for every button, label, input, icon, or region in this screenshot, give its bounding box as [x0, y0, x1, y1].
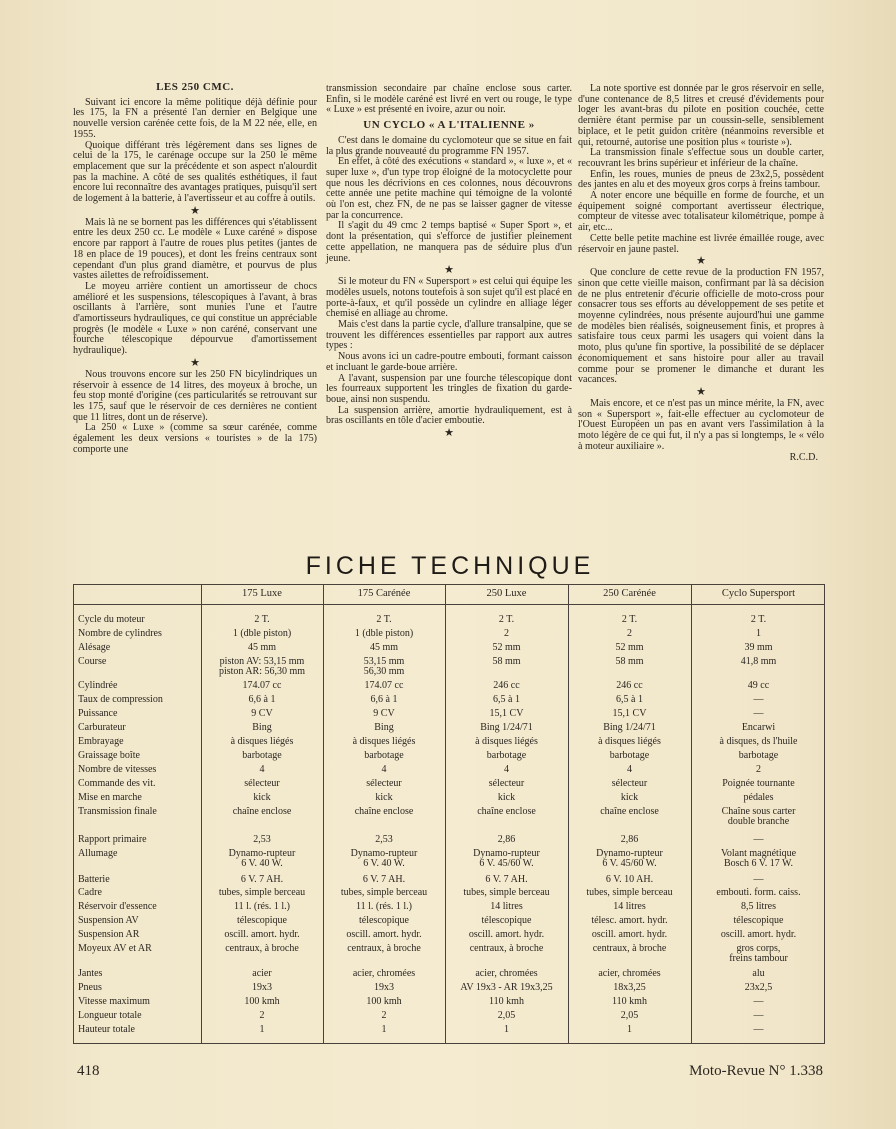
table-cell: barbotage: [609, 750, 650, 761]
table-cell: centraux, à broche: [225, 943, 299, 954]
table-cell: 15,1 CV: [489, 708, 524, 719]
table-cell: télescopique: [481, 915, 532, 926]
paragraph: La transmission finale s'effectue sous un double carter, recouvrant les brins supérieur et inférieur de la chaîne.: [578, 147, 824, 169]
row-label: Cylindrée: [78, 680, 118, 691]
table-cell: 41,8 mm: [740, 656, 777, 667]
star-separator: ★: [444, 427, 454, 440]
table-cell: 4: [627, 764, 632, 775]
table-cell: AV 19x3 - AR 19x3,25: [460, 982, 553, 993]
column-header: Cyclo Supersport: [721, 588, 796, 599]
table-cell: 246 cc: [616, 680, 643, 691]
table-cell: 2,53: [253, 834, 271, 845]
table-cell: télescopique: [733, 915, 784, 926]
table-cell: 2 T.: [254, 614, 270, 625]
table-cell: 1: [627, 1024, 632, 1035]
paragraph: Mais encore, et ce n'est pas un mince mérite, la FN, avec son « Supersport », fait-elle effectuer au cyclomoteur de l'Ouest Européen un pas en avant vers l'assimilation à la moto légère de ce qui fut, il n'y a pas si longtemps, le « vélo à moteur auxiliaire ».: [578, 397, 824, 452]
spec-table: [73, 584, 825, 1044]
star-separator: ★: [444, 264, 454, 277]
table-cell: 110 kmh: [489, 996, 524, 1007]
table-cell: 52 mm: [615, 642, 644, 653]
table-cell: Dynamo-rupteur 6 V. 40 W.: [350, 848, 418, 869]
table-cell: 8,5 litres: [741, 901, 776, 912]
table-cell: 2: [756, 764, 761, 775]
table-cell: 6,6 à 1: [248, 694, 276, 705]
table-cell: sélecteur: [366, 778, 402, 789]
table-cell: acier, chromées: [598, 968, 661, 979]
table-cell: oscill. amort. hydr.: [468, 929, 545, 940]
paragraph: Suivant ici encore la même politique déjà définie pour les 175, la FN a présenté l'an dernier en Belgique une nouvelle version carénée cette fois, de la M 22 née, elle, en 1955.: [73, 96, 317, 140]
paragraph: La 250 « Luxe » (comme sa sœur carénée, comme également les deux versions « touristes » de la 175) comporte une: [73, 422, 317, 455]
table-cell: —: [753, 996, 764, 1007]
table-cell: Bing 1/24/71: [480, 722, 533, 733]
paragraph: A noter encore une béquille en forme de fourche, et un équipement soigné comportant avertisseur électrique, compteur de vitesse avec totalisateur kilométrique, pompe à air, etc...: [578, 190, 824, 234]
paragraph: Que conclure de cette revue de la production FN 1957, sinon que cette vieille maison, confirmant par là sa décision de ne plus entretenir d'écurie officielle de moto-cross pour consacrer tous ses efforts au développement de ses petite et moyenne cylindrées, nous présente aujourd'hui une gamme de modèles bien réalisés, soigneusement finis, et propres à satisfaire tous ceux parmi les usagers qui voient dans la moto, plus qu'une fin sportive, la possibilité de se déplacer économiquement et sans histoire pour aller au travail comme pour se promener le dimanche et durant les vacances.: [578, 267, 824, 386]
table-cell: acier: [252, 968, 272, 979]
table-cell: sélecteur: [488, 778, 525, 789]
table-cell: 15,1 CV: [612, 708, 647, 719]
table-cell: oscill. amort. hydr.: [346, 929, 422, 940]
row-label: Allumage: [78, 848, 118, 859]
table-cell: 52 mm: [492, 642, 521, 653]
row-label: Rapport primaire: [78, 834, 147, 845]
table-cell: —: [753, 834, 764, 845]
table-cell: barbotage: [738, 750, 779, 761]
column-header: 175 Carénée: [357, 588, 411, 599]
article-column-3: [578, 84, 824, 463]
table-cell: —: [753, 874, 764, 885]
row-label: Pneus: [78, 982, 102, 993]
table-cell: 6 V. 7 AH.: [240, 874, 284, 885]
row-label: Transmission finale: [78, 806, 157, 817]
table-cell: 246 cc: [493, 680, 520, 691]
row-label: Vitesse maximum: [78, 996, 150, 1007]
article-column-2: [326, 84, 572, 440]
table-cell: 6,6 à 1: [370, 694, 398, 705]
table-cell: 2 T.: [376, 614, 392, 625]
table-cell: 110 kmh: [612, 996, 647, 1007]
table-cell: 23x2,5: [744, 982, 773, 993]
table-cell: centraux, à broche: [469, 943, 544, 954]
table-cell: 6,5 à 1: [616, 694, 643, 705]
row-label: Cadre: [78, 887, 102, 898]
column-header: 175 Luxe: [242, 588, 282, 599]
paragraph: En effet, à côté des exécutions « standard », « luxe », et « super luxe », d'un type trop éloigné de la motocyclette pour que nous les décrivions en ces colonnes, nous découvrons cette année une petite machine qui témoigne de la volonté où l'on est, chez FN, de ne pas se laisser gagner de vitesse par la concurrence.: [326, 156, 572, 221]
column-header: 250 Carénée: [603, 588, 656, 599]
table-cell: télescopique: [237, 915, 287, 926]
star-separator: ★: [190, 356, 200, 369]
table-cell: 11 l. (rés. 1 l.): [233, 901, 290, 912]
table-cell: à disques liégés: [352, 736, 416, 747]
table-cell: télesc. amort. hydr.: [591, 915, 668, 926]
table-cell: 2: [259, 1010, 265, 1021]
row-label: Taux de compression: [78, 694, 163, 705]
table-cell: à disques liégés: [230, 736, 294, 747]
table-cell: kick: [620, 792, 639, 803]
table-cell: 2 T.: [498, 614, 515, 625]
column-header: 250 Luxe: [486, 588, 527, 599]
header-divider: [74, 604, 824, 605]
table-cell: sélecteur: [244, 778, 280, 789]
table-cell: 58 mm: [492, 656, 521, 667]
paragraph: La suspension arrière, amortie hydrauliquement, est à bras oscillants en tôle d'acier emboutie.: [326, 404, 572, 427]
table-cell: 1: [504, 1024, 509, 1035]
row-label: Course: [78, 656, 107, 667]
table-cell: —: [753, 694, 764, 705]
table-cell: 174.07 cc: [364, 680, 404, 691]
table-cell: Volant magnétique Bosch 6 V. 17 W.: [720, 848, 797, 869]
table-cell: alu: [752, 968, 765, 979]
table-cell: acier, chromées: [475, 968, 538, 979]
table-cell: 2,05: [620, 1010, 639, 1021]
paragraph: Enfin, les roues, munies de pneus de 23x2,5, possèdent des jantes en alu et des moyeux gros corps à freins tambour.: [578, 168, 824, 191]
table-cell: 14 litres: [490, 901, 523, 912]
table-cell: chaîne enclose: [354, 806, 414, 817]
row-label: Hauteur totale: [78, 1024, 135, 1035]
row-label: Alésage: [78, 642, 111, 653]
table-cell: 58 mm: [615, 656, 644, 667]
magazine-issue: Moto-Revue N° 1.338: [689, 1063, 823, 1079]
table-cell: chaîne enclose: [477, 806, 536, 817]
row-label: Embrayage: [78, 736, 124, 747]
table-cell: Chaîne sous carter double branche: [721, 806, 796, 827]
row-label: Jantes: [78, 968, 103, 979]
table-cell: 49 cc: [747, 680, 770, 691]
table-cell: 1: [756, 628, 761, 639]
table-cell: Bing: [374, 722, 394, 733]
fiche-technique-title: FICHE TECHNIQUE: [305, 552, 595, 580]
table-cell: 2 T.: [750, 614, 767, 625]
page-number: 418: [77, 1063, 100, 1079]
row-label: Suspension AV: [78, 915, 139, 926]
table-cell: 19x3: [374, 982, 394, 993]
table-cell: 53,15 mm 56,30 mm: [363, 656, 405, 677]
table-cell: centraux, à broche: [347, 943, 421, 954]
table-cell: à disques liégés: [598, 736, 661, 747]
table-cell: 6,5 à 1: [493, 694, 520, 705]
table-cell: barbotage: [364, 750, 404, 761]
table-cell: gros corps, freins tambour: [729, 943, 788, 964]
table-cell: 9 CV: [373, 708, 395, 719]
row-label: Graissage boîte: [78, 750, 140, 761]
paragraph: Cette belle petite machine est livrée émaillée rouge, avec réservoir en jaune pastel.: [578, 232, 824, 255]
paragraph: Le moyeu arrière contient un amortisseur de chocs amélioré et les suspensions, télescopiques à l'avant, à bras oscillants à l'arrière, sont munies l'une et l'autre d'amortisseurs hydrauliques, ce qui constitue un appréciable progrès (le modèle « Luxe » non caréné, conservant une fourche télescopique dépourvue d'amortissement hydraulique).: [73, 280, 317, 357]
table-cell: télescopique: [359, 915, 409, 926]
table-cell: 2,05: [497, 1010, 516, 1021]
table-cell: tubes, simple berceau: [218, 887, 306, 898]
table-cell: Encarwi: [741, 722, 776, 733]
table-cell: 11 l. (rés. 1 l.): [355, 901, 412, 912]
table-cell: 4: [504, 764, 509, 775]
row-label: Puissance: [78, 708, 118, 719]
table-cell: centraux, à broche: [592, 943, 667, 954]
paragraph: Mais c'est dans la partie cycle, d'allure transalpine, que se trouvent les différences essentielles par rapport aux autres types :: [326, 319, 572, 352]
table-cell: —: [753, 708, 764, 719]
table-cell: kick: [375, 792, 393, 803]
author-signature: R.C.D.: [789, 451, 818, 463]
paragraph: transmission secondaire par chaîne enclose sous carter. Enfin, si le modèle caréné est livré en vert ou rouge, le type « Luxe » est présenté en ivoire, azur ou noir.: [326, 83, 572, 116]
paragraph: Si le moteur du FN « Supersport » est celui qui équipe les modèles usuels, notons toutefois à son sujet qu'il est placé en porte-à-faux, et qu'il possède un cylindre en alliage léger chemisé en alliage au chrome.: [326, 276, 572, 320]
table-cell: 2: [627, 628, 632, 639]
table-cell: à disques, ds l'huile: [719, 736, 798, 747]
table-cell: 174.07 cc: [242, 680, 282, 691]
row-label: Commande des vit.: [78, 778, 156, 789]
table-cell: pédales: [743, 792, 774, 803]
star-separator: ★: [696, 385, 706, 398]
paragraph: Mais là ne se bornent pas les différences qui s'établissent entre les deux 250 cc. Le modèle « Luxe caréné » dispose encore par rapport à l'autre de roues plus petites (jantes de 18 en place de 19 pouces), et dont les freins centraux sont cependant d'un plus grand diamètre, et pourvus de plus vastes ailettes de refroidissement.: [73, 216, 317, 282]
table-cell: tubes, simple berceau: [340, 887, 428, 898]
table-cell: 2: [381, 1010, 387, 1021]
table-cell: 39 mm: [744, 642, 773, 653]
table-cell: 100 kmh: [366, 996, 402, 1007]
section-heading-cyclo: UN CYCLO « A L'ITALIENNE »: [363, 119, 535, 132]
table-cell: —: [753, 1024, 764, 1035]
table-cell: 2,86: [620, 834, 639, 845]
table-cell: 1: [381, 1024, 387, 1035]
table-cell: chaîne enclose: [232, 806, 292, 817]
table-cell: 45 mm: [369, 642, 399, 653]
table-cell: 4: [381, 764, 387, 775]
table-cell: kick: [497, 792, 516, 803]
table-cell: 2,53: [375, 834, 393, 845]
table-cell: oscill. amort. hydr.: [720, 929, 797, 940]
table-cell: 1: [259, 1024, 265, 1035]
table-cell: à disques liégés: [475, 736, 538, 747]
table-cell: 14 litres: [613, 901, 646, 912]
table-cell: 45 mm: [247, 642, 277, 653]
table-cell: Dynamo-rupteur 6 V. 40 W.: [228, 848, 296, 869]
table-cell: embouti. form. caiss.: [716, 887, 801, 898]
table-cell: 19x3: [252, 982, 272, 993]
table-cell: 1 (dble piston): [232, 628, 292, 639]
table-cell: Bing: [252, 722, 272, 733]
table-cell: barbotage: [242, 750, 282, 761]
table-cell: —: [753, 1010, 764, 1021]
table-cell: 6 V. 7 AH.: [485, 874, 528, 885]
table-cell: 1 (dble piston): [354, 628, 414, 639]
table-cell: 2 T.: [621, 614, 638, 625]
table-cell: Poignée tournante: [722, 778, 795, 789]
paragraph: Il s'agit du 49 cmc 2 temps baptisé « Super Sport », et dont la présentation, qui s'efforce de justifier pleinement cette appellation, ne manquera pas de séduire plus d'un jeune.: [326, 220, 572, 264]
table-cell: sélecteur: [611, 778, 648, 789]
table-cell: tubes, simple berceau: [586, 887, 673, 898]
row-label: Moyeux AV et AR: [78, 943, 152, 954]
table-cell: 6 V. 10 AH.: [605, 874, 654, 885]
row-label: Batterie: [78, 874, 110, 885]
table-cell: 100 kmh: [244, 996, 280, 1007]
row-label: Carburateur: [78, 722, 126, 733]
table-cell: Dynamo-rupteur 6 V. 45/60 W.: [596, 848, 663, 869]
table-cell: Dynamo-rupteur 6 V. 45/60 W.: [473, 848, 540, 869]
section-heading-250: LES 250 CMC.: [156, 81, 234, 93]
table-cell: 9 CV: [251, 708, 273, 719]
table-cell: 18x3,25: [613, 982, 646, 993]
table-cell: oscill. amort. hydr.: [591, 929, 668, 940]
star-separator: ★: [190, 204, 200, 217]
row-label: Longueur totale: [78, 1010, 142, 1021]
paragraph: Nous trouvons encore sur les 250 FN bicylindriques un réservoir à essence de 14 litres, des moyeux à broche, un feu stop monté d'origine (ces particularités se retrouvant sur les 175, sauf que le réservoir de ces dernières ne contient que 11 litres, dont un de réserve).: [73, 368, 317, 423]
paragraph: C'est dans le domaine du cyclomoteur que se situe en fait la plus grande nouveauté du programme FN 1957.: [326, 134, 572, 157]
table-cell: barbotage: [486, 750, 527, 761]
paragraph: A l'avant, suspension par une fourche télescopique dont les fourreaux supportent les tringles de fixation du garde-boue, ainsi non suspendu.: [326, 372, 572, 405]
table-cell: 2,86: [497, 834, 516, 845]
table-cell: Bing 1/24/71: [603, 722, 656, 733]
table-cell: oscill. amort. hydr.: [224, 929, 300, 940]
table-cell: tubes, simple berceau: [463, 887, 550, 898]
paragraph: Nous avons ici un cadre-poutre embouti, formant caisson et incluant le garde-boue arrière.: [326, 351, 572, 373]
paragraph: Quoique différant très légèrement dans ses lignes de celui de la 175, le carénage occupe sur la 250 le même emplacement que sur la précédente et son aspect n'alourdit pas la machine. A côté de ses qualités esthétiques, il faut encore lui reconnaître des avantages pratiques, puisqu'il sert de logement à la batterie, à l'avertisseur et au coffre à outils.: [73, 139, 317, 205]
article-column-1: [73, 78, 317, 456]
table-cell: acier, chromées: [352, 968, 416, 979]
table-cell: chaîne enclose: [600, 806, 659, 817]
row-label: Suspension AR: [78, 929, 140, 940]
table-cell: 2: [504, 628, 509, 639]
table-cell: 6 V. 7 AH.: [362, 874, 406, 885]
row-label: Réservoir d'essence: [78, 901, 157, 912]
table-cell: piston AV: 53,15 mm piston AR: 56,30 mm: [218, 656, 306, 677]
table-cell: kick: [253, 792, 271, 803]
row-label: Mise en marche: [78, 792, 142, 803]
row-label: Cycle du moteur: [78, 614, 145, 625]
row-label: Nombre de cylindres: [78, 628, 162, 639]
paragraph: La note sportive est donnée par le gros réservoir en selle, d'une contenance de 8,5 litres et creusé d'évidements pour loger les avant-bras du pilote en position couchée, cette dernière étant permise par un coussin-selle, sensiblement biplace, et le petit guidon critère (néanmoins reversible et qui, retourné, autorise une position plus « touriste »).: [578, 83, 824, 148]
star-separator: ★: [696, 255, 706, 268]
table-cell: 4: [259, 764, 265, 775]
row-label: Nombre de vitesses: [78, 764, 157, 775]
